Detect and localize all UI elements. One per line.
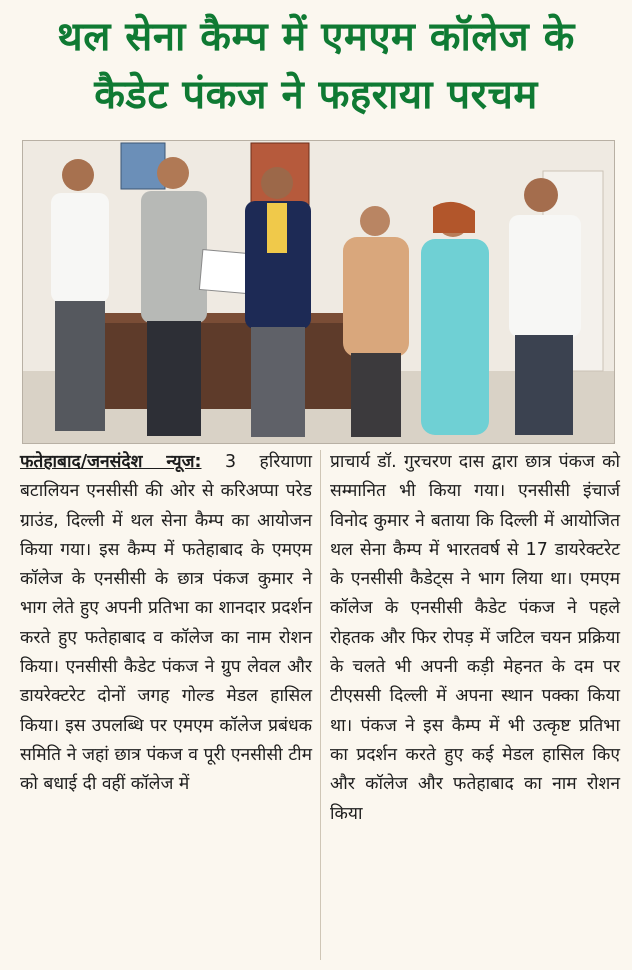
article-column-right (330, 448, 620, 829)
article-column-left (20, 448, 312, 800)
headline-line-2: कैडेट पंकज ने फहराया परचम (94, 72, 538, 118)
person-3 (245, 167, 311, 437)
news-photo (22, 140, 615, 444)
person-1 (51, 159, 109, 431)
headline (0, 8, 632, 124)
person-6 (509, 178, 581, 435)
photo-illustration (23, 141, 614, 443)
dateline: फतेहाबाद/जनसंदेश न्यूज: (20, 452, 202, 472)
person-2 (141, 157, 207, 436)
headline-line-1: थल सेना कैम्प में एमएम कॉलेज के (57, 14, 575, 60)
column-divider (320, 450, 321, 960)
article-body-right: प्राचार्य डॉ. गुरचरण दास द्वारा छात्र पंकज को सम्मानित भी किया गया। एनसीसी इंचार्ज विनोद कुमार ने बताया कि दिल्ली में आयोजित थल सेना कैम्प में भारतवर्ष से 17 डायरेक्टरेट के एनसीसी कैडेट्स ने भाग लिया था। एमएम कॉलेज के एनसीसी कैडेट पंकज ने पहले रोहतक और फिर रोपड़ में जटिल चयन प्रक्रिया के चलते भी अपनी कड़ी मेहनत के दम पर टीएससी दिल्ली में अपना स्थान पक्का किया था। पंकज ने इस कैम्प में भी उत्कृष्ट प्रतिभा का प्रदर्शन करते हुए कई मेडल हासिल किए और कॉलेज और फतेहाबाद का नाम रोशन किया (330, 452, 620, 824)
article-body-left: 3 हरियाणा बटालियन एनसीसी की ओर से करिअप्पा परेड ग्राउंड, दिल्ली में थल सेना कैम्प का आयोजन किया गया। इस कैम्प में फतेहाबाद के एमएम कॉलेज के एनसीसी के छात्र पंकज कुमार ने भाग लेते हुए अपनी प्रतिभा का शानदार प्रदर्शन करते हुए फतेहाबाद व कॉलेज का नाम रोशन किया। एनसीसी कैडेट पंकज ने ग्रुप लेवल और डायरेक्टरेट दोनों जगह गोल्ड मेडल हासिल किया। इस उपलब्धि पर एमएम कॉलेज प्रबंधक समिति ने जहां छात्र पंकज व पूरी एनसीसी टीम को बधाई दी वहीं कॉलेज में (20, 452, 312, 795)
person-4 (343, 206, 409, 437)
